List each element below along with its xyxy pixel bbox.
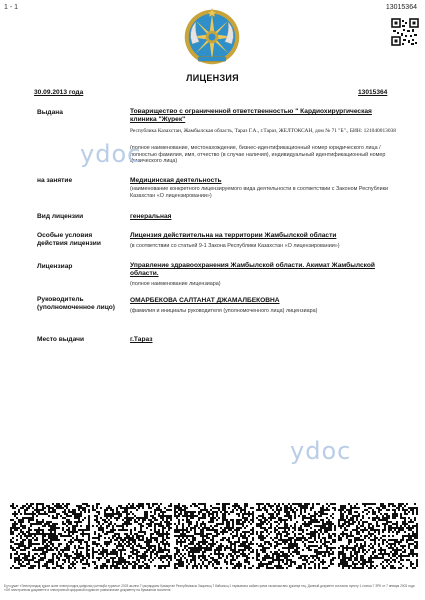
qr-code-icon — [391, 18, 419, 46]
document-title: ЛИЦЕНЗИЯ — [186, 73, 239, 83]
place-value: г.Тараз — [130, 336, 153, 343]
conditions-label: Особые условия действия лицензии — [37, 232, 101, 247]
barcode-pattern — [338, 503, 418, 569]
barcode-pattern — [92, 503, 172, 569]
place-label: Место выдачи — [37, 336, 84, 343]
watermark: ydoc — [290, 437, 352, 465]
barcode-pattern — [256, 503, 336, 569]
head-label: Руководитель (уполномоченное лицо) — [37, 296, 115, 311]
footer-legal-text: Бұл құжат «Электрондық құжат және электрондық цифрлық қолтаңба туралы» 2003 жылғы 7 қаңтардағы Қазақстан Республикасы Заңының 7 бабының 1 тармағына сәйкес қағаз тасығыштағы құжатқа тең. Данный документ согласно пункту 1 статьи 7 ЗРК от 7 января 2003 года «Об электронном документе и электронной цифровой подписи» равнозначен документу на бумажном носителе. — [4, 584, 415, 592]
activity-label: на занятие — [37, 177, 73, 184]
conditions-value: Лицензия действительна на территории Жамбылской области — [130, 232, 337, 239]
watermark: ydoc — [80, 140, 142, 168]
barcode-block — [92, 503, 172, 569]
page-label: 1 - 1 — [4, 4, 19, 11]
barcode-block — [174, 503, 254, 569]
head-note: (фамилия и инициалы руководителя (уполномоченного лица) лицензиара) — [130, 308, 318, 314]
barcode-block — [10, 503, 90, 569]
licensor-value: Управление здравоохранения Жамбылской области. Акимат Жамбылской области. — [130, 262, 375, 277]
barcode-pattern — [10, 503, 90, 569]
issued-label: Выдана — [37, 109, 63, 116]
head-value: ОМАРБЕКОВА САЛТАНАТ ДЖАМАЛБЕКОВНА — [130, 297, 280, 304]
activity-note: (наименование конкретного лицензируемого вида деятельности в соответствии с Законом Республики Казахстан «О лицензировании») — [130, 186, 388, 199]
license-type-value: генеральная — [130, 213, 172, 220]
barcode-pattern — [174, 503, 254, 569]
barcode-block — [256, 503, 336, 569]
issued-to-address: Республика Казахстан, Жамбылская область, Тараз Г.А., г.Тараз, ЖЕЛТОКСАН, дом № 71 "Б"., БИН: 121040013038 — [130, 128, 396, 134]
barcode-block — [338, 503, 418, 569]
license-type-label: Вид лицензии — [37, 213, 84, 220]
conditions-note: (в соответствии со статьей 9-1 Закона Республики Казахстан «О лицензировании») — [130, 243, 340, 249]
license-number: 13015364 — [358, 89, 388, 96]
activity-value: Медицинская деятельность — [130, 177, 222, 184]
issue-date: 30.09.2013 года — [34, 89, 84, 96]
issued-to-note: (полное наименование, местонахождение, бизнес-идентификационный номер юридического лица / полностью фамилия, имя, отчество (в случае наличия), индивидуальный идентификационный номер физического лица) — [130, 145, 386, 165]
issued-to-name: Товарищество с ограниченной ответственностью " Кардиохирургическая клиника "Журек" — [130, 108, 372, 123]
licensor-label: Лицензиар — [37, 263, 73, 270]
state-emblem-icon — [183, 8, 241, 66]
document-number-top: 13015364 — [385, 4, 417, 11]
licensor-note: (полное наименование лицензиара) — [130, 281, 221, 287]
